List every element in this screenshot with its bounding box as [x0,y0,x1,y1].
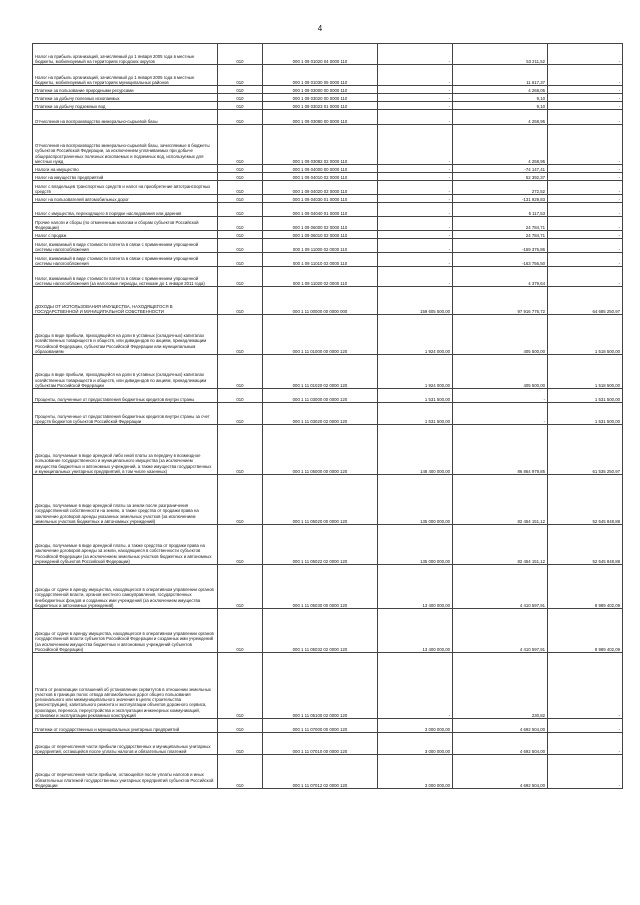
row-kbk: 000 1 09 03082 02 0000 110 [263,125,378,165]
row-executed: 82 454 151,12 [453,525,548,565]
row-executed: -131 929,83 [453,195,548,203]
row-rest: - [548,231,623,239]
row-kbk: 000 1 11 00000 00 0000 000 [263,287,378,315]
table-row [33,475,623,525]
table-row [33,125,623,165]
row-name: Доходы, получаемые в виде арендной либо иной платы за передачу в возмездное пользование государственного и муниципального имущества (за исключением имущества бюджетных и автономных учреждений, а также имущества государственных и муниципальных унитарных предприятий, в том числе казенных) [33,425,218,475]
table-row [33,102,623,110]
row-rest: 1 518 500,00 [548,355,623,389]
row-code: 010 [218,733,263,755]
row-code: 010 [218,65,263,86]
row-plan: 3 000 000,00 [378,719,453,733]
row-code: 010 [218,389,263,403]
row-code: 010 [218,267,263,287]
row-code: 010 [218,355,263,389]
table-row [33,86,623,94]
row-name: Отчисления на воспроизводство минерально-сырьевой базы, зачисляемые в бюджеты субъектов Российской Федерации, за исключением уплачиваемых при добыче общераспространенных полезных ископаемых и подземных вод, используемых для местных нужд [33,125,218,165]
row-kbk: 000 1 09 03023 01 0000 110 [263,102,378,110]
table-row [33,733,623,755]
row-kbk: 000 1 09 11000 02 0000 110 [263,239,378,253]
row-executed: -163 756,50 [453,253,548,267]
row-kbk: 000 1 09 04010 02 0000 110 [263,173,378,181]
row-executed: 4 258,95 [453,110,548,125]
row-name: Проценты, полученные от предоставления бюджетных кредитов внутри страны [33,389,218,403]
row-name: Доходы от перечисления части прибыли государственных и муниципальных унитарных предприятий, остающейся после уплаты налогов и обязательных платежей [33,733,218,755]
row-name: Платежи за добычу полезных ископаемых [33,94,218,102]
row-plan: - [378,125,453,165]
table-row [33,217,623,231]
row-plan: - [378,195,453,203]
row-kbk: 000 1 09 06010 02 0000 110 [263,231,378,239]
row-kbk: 000 1 09 11020 02 0000 110 [263,267,378,287]
row-plan: - [378,173,453,181]
table-body [33,44,623,789]
table-row [33,389,623,403]
row-executed: 4 258,95 [453,125,548,165]
row-rest: 52 545 848,88 [548,525,623,565]
row-plan: - [378,65,453,86]
row-name: Налог, взимаемый в виде стоимости патента в связи с применением упрощенной системы налогообложения (за налоговые периоды, истекшие до 1 января 2011 года) [33,267,218,287]
row-executed: 9,10 [453,94,548,102]
table-row [33,315,623,355]
row-rest: - [548,217,623,231]
row-rest: - [548,165,623,173]
row-rest: - [548,173,623,181]
row-executed: 9,10 [453,102,548,110]
row-code: 010 [218,44,263,65]
row-plan: 1 924 000,00 [378,315,453,355]
row-plan: - [378,102,453,110]
row-executed: 4 692 504,00 [453,719,548,733]
row-plan: 1 531 500,00 [378,389,453,403]
row-code: 010 [218,609,263,653]
row-kbk: 000 1 11 01020 02 0000 120 [263,355,378,389]
row-kbk: 000 1 11 03000 00 0000 120 [263,389,378,403]
row-code: 010 [218,94,263,102]
table-row [33,173,623,181]
row-executed: 4 268,05 [453,86,548,94]
row-name: Прочие налоги и сборы (по отмененным налогам и сборам субъектов Российской Федерации) [33,217,218,231]
row-plan: - [378,231,453,239]
row-rest: - [548,267,623,287]
row-executed: 272,52 [453,181,548,195]
row-plan: - [378,267,453,287]
row-executed: 405 500,00 [453,355,548,389]
row-kbk: 000 1 11 07012 02 0000 120 [263,755,378,789]
row-plan: - [378,203,453,217]
row-code: 010 [218,203,263,217]
row-rest: - [548,719,623,733]
table-row [33,425,623,475]
row-name: Доходы от сдачи в аренду имущества, находящегося в оперативном управлении органов государственной власти, органов местного самоуправления, государственных внебюджетных фондов и созданных ими учреждений (за исключением имущества бюджетных и автономных учреждений) [33,565,218,609]
table-row [33,609,623,653]
row-kbk: 000 1 11 01000 00 0000 120 [263,315,378,355]
row-rest: - [548,181,623,195]
row-plan: 3 000 000,00 [378,755,453,789]
row-kbk: 000 1 11 05000 00 0000 120 [263,425,378,475]
row-plan: - [378,253,453,267]
row-kbk: 000 1 09 06000 02 0000 110 [263,217,378,231]
row-executed: 5 117,53 [453,203,548,217]
table-row [33,355,623,389]
row-plan: 135 000 000,00 [378,475,453,525]
row-kbk: 000 1 11 05020 00 0000 120 [263,475,378,525]
row-rest: 1 531 500,00 [548,389,623,403]
row-executed: - [453,403,548,425]
row-executed: 52 392,37 [453,173,548,181]
row-rest: - [548,102,623,110]
row-executed: 4 692 504,00 [453,733,548,755]
row-code: 010 [218,253,263,267]
row-executed: 24 784,71 [453,217,548,231]
table-row [33,267,623,287]
row-code: 010 [218,565,263,609]
row-plan: - [378,239,453,253]
row-code: 010 [218,287,263,315]
row-rest: 1 518 500,00 [548,315,623,355]
row-kbk: 000 1 09 03000 00 0000 110 [263,86,378,94]
row-kbk: 000 1 09 04030 01 0000 110 [263,195,378,203]
table-row [33,44,623,65]
row-plan: 13 400 000,00 [378,609,453,653]
row-code: 010 [218,110,263,125]
row-executed: 82 454 151,12 [453,475,548,525]
table-row [33,653,623,719]
table-row [33,755,623,789]
row-kbk: 000 1 09 04040 01 0000 110 [263,203,378,217]
row-name: Налог, взимаемый в виде стоимости патента в связи с применением упрощенной системы налогообложения [33,239,218,253]
row-kbk: 000 1 09 04000 00 0000 110 [263,165,378,173]
row-plan: 135 000 000,00 [378,525,453,565]
table-row [33,165,623,173]
table-row [33,403,623,425]
row-name: Отчисления на воспроизводство минерально-сырьевой базы [33,110,218,125]
table-row [33,94,623,102]
row-name: Налог на прибыль организаций, зачисляемый до 1 января 2005 года в местные бюджеты, мобилизуемый на территориях муниципальных районов [33,65,218,86]
row-rest: - [548,203,623,217]
row-plan: - [378,165,453,173]
row-kbk: 000 1 11 03020 02 0000 120 [263,403,378,425]
row-code: 010 [218,475,263,525]
row-rest: - [548,653,623,719]
row-name: Налог с имущества, переходящего в порядке наследования или дарения [33,203,218,217]
row-executed: -74 147,41 [453,165,548,173]
row-rest: - [548,239,623,253]
row-kbk: 000 1 09 01020 04 0000 110 [263,44,378,65]
row-executed: 53 211,52 [453,44,548,65]
row-name: Налог с продаж [33,231,218,239]
row-rest: 64 685 250,97 [548,287,623,315]
row-code: 010 [218,231,263,239]
row-plan: 1 924 000,00 [378,355,453,389]
row-rest: 8 989 402,09 [548,565,623,609]
table-row [33,231,623,239]
row-rest: - [548,195,623,203]
row-name: Доходы в виде прибыли, приходящейся на доли в уставных (складочных) капиталах хозяйственных товариществ и обществ, или дивидендов по акциям, принадлежащим субъектам Российской Федерации [33,355,218,389]
row-plan: - [378,217,453,231]
row-rest: - [548,86,623,94]
row-name: Налоги на имущество [33,165,218,173]
row-rest: - [548,44,623,65]
row-executed: 4 410 597,91 [453,609,548,653]
row-name: Доходы, получаемые в виде арендной платы, а также средства от продажи права на заключение договоров аренды за земли, находящиеся в собственности субъектов Российской Федерации (за исключением земельных участков бюджетных и автономных учреждений субъектов Российской Федерации) [33,525,218,565]
row-name: Доходы, получаемые в виде арендной платы за земли после разграничения государственной собственности на землю, а также средства от продажи права на заключение договоров аренды указанных земельных участков (за исключением земельных участков бюджетных и автономных учреждений) [33,475,218,525]
row-code: 010 [218,125,263,165]
row-code: 010 [218,239,263,253]
row-plan: - [378,86,453,94]
row-rest: - [548,94,623,102]
row-code: 010 [218,102,263,110]
row-executed: 86 864 979,85 [453,425,548,475]
row-plan: 148 400 000,00 [378,425,453,475]
row-name: Проценты, полученные от предоставления бюджетных кредитов внутри страны за счет средств бюджетов субъектов Российской Федерации [33,403,218,425]
row-kbk: 000 1 11 07000 00 0000 120 [263,719,378,733]
row-executed: -159 376,86 [453,239,548,253]
row-name: Плата от реализации соглашений об установлении сервитутов в отношении земельных участков в границах полос отвода автомобильных дорог общего пользования регионального или межмуниципального значения в целях строительства (реконструкции), капитального ремонта и эксплуатации объектов дорожного сервиса, прокладки, переноса, переустройства и эксплуатации инженерных коммуникаций, установки и эксплуатации рекламных конструкций [33,653,218,719]
row-code: 010 [218,165,263,173]
row-rest: 8 989 402,09 [548,609,623,653]
row-name: Платежи от государственных и муниципальных унитарных предприятий [33,719,218,733]
row-kbk: 000 1 11 05100 02 0000 120 [263,653,378,719]
row-plan: 3 000 000,00 [378,733,453,755]
row-name: Доходы в виде прибыли, приходящейся на доли в уставных (складочных) капиталах хозяйственных товариществ и обществ, или дивидендов по акциям, принадлежащим Российской Федерации, субъектам Российской Федерации или муниципальным образованиям [33,315,218,355]
row-plan: - [378,110,453,125]
row-executed: 4 692 504,00 [453,755,548,789]
row-rest: - [548,110,623,125]
row-plan: 13 400 000,00 [378,565,453,609]
row-name: Доходы от сдачи в аренду имущества, находящегося в оперативном управлении органов государственной власти субъектов Российской Федерации и созданных ими учреждений (за исключением имущества бюджетных и автономных учреждений субъектов Российской Федерации) [33,609,218,653]
row-code: 010 [218,173,263,181]
table-row [33,287,623,315]
row-executed: 230,82 [453,653,548,719]
row-kbk: 000 1 09 11010 02 0000 110 [263,253,378,267]
row-name: Налог с владельцев транспортных средств и налог на приобретение автотранспортных средств [33,181,218,195]
row-name: Платежи за пользование природными ресурсами [33,86,218,94]
row-code: 010 [218,315,263,355]
row-code: 010 [218,403,263,425]
row-kbk: 000 1 09 04020 02 0000 110 [263,181,378,195]
row-kbk: 000 1 11 05022 02 0000 120 [263,525,378,565]
row-rest: - [548,65,623,86]
row-code: 010 [218,86,263,94]
row-rest: 52 545 848,88 [548,475,623,525]
row-plan: - [378,181,453,195]
row-rest: - [548,125,623,165]
budget-revenue-table [32,43,623,789]
row-executed: 11 617,37 [453,65,548,86]
row-code: 010 [218,217,263,231]
row-rest: - [548,755,623,789]
row-name: Доходы от перечисления части прибыли, остающейся после уплаты налогов и иных обязательных платежей государственных унитарных предприятий субъектов Российской Федерации [33,755,218,789]
row-plan: - [378,653,453,719]
row-kbk: 000 1 11 05032 02 0000 120 [263,609,378,653]
row-rest: 1 531 500,00 [548,403,623,425]
table-row [33,253,623,267]
row-name: Налог на пользователей автомобильных дорог [33,195,218,203]
row-kbk: 000 1 09 01030 05 0000 110 [263,65,378,86]
table-row [33,65,623,86]
row-name: Налог на прибыль организаций, зачисляемый до 1 января 2005 года в местные бюджеты, мобилизуемый на территориях городских округов [33,44,218,65]
row-kbk: 000 1 09 03020 00 0000 110 [263,94,378,102]
row-plan: 159 605 500,00 [378,287,453,315]
row-code: 010 [218,653,263,719]
row-name: Налог на имущество предприятий [33,173,218,181]
table-row [33,565,623,609]
row-rest: - [548,733,623,755]
row-rest: 61 535 250,97 [548,425,623,475]
table-row [33,181,623,195]
row-plan: 1 531 500,00 [378,403,453,425]
row-executed: 97 916 776,72 [453,287,548,315]
row-name: ДОХОДЫ ОТ ИСПОЛЬЗОВАНИЯ ИМУЩЕСТВА, НАХОДЯЩЕГОСЯ В ГОСУДАРСТВЕННОЙ И МУНИЦИПАЛЬНОЙ СОБСТВЕННОСТИ [33,287,218,315]
row-code: 010 [218,425,263,475]
table-row [33,203,623,217]
page-number: 4 [317,24,323,33]
row-kbk: 000 1 11 07010 00 0000 120 [263,733,378,755]
row-executed: 4 379,64 [453,267,548,287]
table-row [33,239,623,253]
row-name: Платежи за добычу подземных вод [33,102,218,110]
row-name: Налог, взимаемый в виде стоимости патента в связи с применением упрощенной системы налогообложения [33,253,218,267]
row-kbk: 000 1 11 05030 00 0000 120 [263,565,378,609]
row-executed: 4 410 597,91 [453,565,548,609]
table-row [33,195,623,203]
row-rest: - [548,253,623,267]
table-row [33,110,623,125]
row-executed: 405 500,00 [453,315,548,355]
row-executed: - [453,389,548,403]
row-plan: - [378,44,453,65]
row-plan: - [378,94,453,102]
row-code: 010 [218,719,263,733]
table-row [33,525,623,565]
row-code: 010 [218,181,263,195]
row-code: 010 [218,755,263,789]
row-executed: 24 784,71 [453,231,548,239]
row-code: 010 [218,195,263,203]
row-kbk: 000 1 09 03080 00 0000 110 [263,110,378,125]
table-row [33,719,623,733]
row-code: 010 [218,525,263,565]
